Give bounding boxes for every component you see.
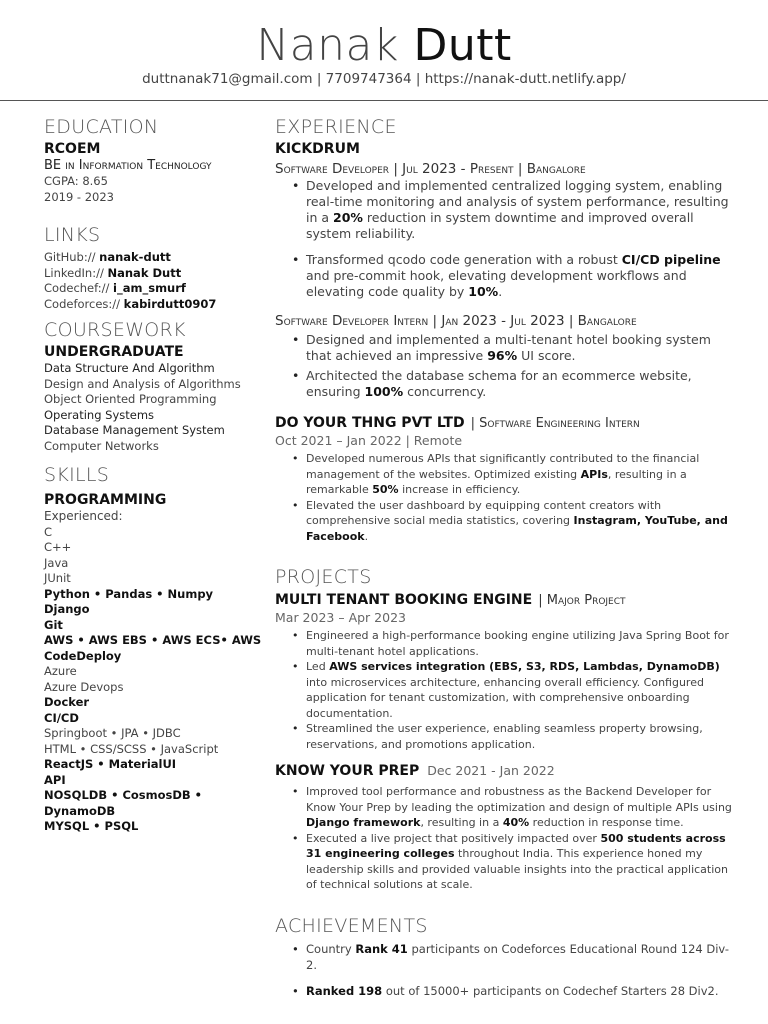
list-item: • Developed numerous APIs that significantly contributed to the financial management of the websites. Optimized existing APIs, resulting in a remarkable 50% increase in efficiency. bbox=[275, 451, 735, 498]
education-school: RCOEM bbox=[44, 141, 101, 157]
course-item: Data Structure And Algorithm bbox=[44, 361, 215, 375]
right-column bbox=[275, 114, 735, 999]
list-item: • Led AWS services integration (EBS, S3, RDS, Lambdas, DynamoDB) into microservices architecture, enhancing overall efficiency. Configured application for tenant customization, with comprehensive onboarding documentation. bbox=[275, 659, 735, 721]
last-name: Dutt bbox=[413, 20, 512, 71]
education-degree: BE in Information Technology bbox=[44, 158, 212, 173]
achievements-title: ACHIEVEMENTS bbox=[275, 914, 428, 937]
skill-item: API bbox=[44, 772, 66, 787]
contact-line: duttnanak71@gmail.com | 7709747364 | https://nanak-dutt.netlify.app/ bbox=[142, 71, 626, 87]
candidate-name bbox=[0, 18, 768, 74]
list-item: • Developed and implemented centralized logging system, enabling real-time monitoring and analysis of system performance, resulting in a 20% reduction in system downtime and improved overall system reliability. bbox=[275, 178, 735, 242]
course-item: Design and Analysis of Algorithms bbox=[44, 376, 241, 391]
list-item: • Executed a live project that positively impacted over 500 students across 31 engineering colleges throughout India. This experience honed my leadership skills and provided valuable insights into the practical application of technical solutions at scale. bbox=[275, 831, 735, 893]
skill-item: CodeDeploy bbox=[44, 648, 122, 663]
project-mtbe-name: MULTI TENANT BOOKING ENGINE bbox=[275, 592, 533, 608]
first-name: Nanak bbox=[256, 20, 399, 71]
course-item: Computer Networks bbox=[44, 438, 159, 453]
education-years: 2019 - 2023 bbox=[44, 189, 114, 204]
skill-item: C bbox=[44, 524, 53, 539]
project-mtbe-tag: | Major Project bbox=[538, 593, 626, 608]
list-item: • Improved tool performance and robustness as the Backend Developer for Know Your Prep by leading the optimization and design of multiple APIs using Django framework, resulting in a 40% reduction in response time. bbox=[275, 784, 735, 831]
skills-title: SKILLS bbox=[44, 464, 110, 486]
company-dyt-role: | Software Engineering Intern bbox=[470, 416, 640, 431]
role-software-developer: Software Developer | Jul 2023 - Present | Bangalore bbox=[275, 161, 586, 177]
kickdrum-intern-bullets bbox=[275, 332, 735, 400]
list-item: • Elevated the user dashboard by equipping content creators with comprehensive social media statistics, covering Instagram, YouTube, and Facebook. bbox=[275, 498, 735, 545]
dyt-bullets bbox=[275, 451, 735, 544]
experience-title: EXPERIENCE bbox=[275, 116, 397, 138]
links-title: LINKS bbox=[44, 224, 101, 246]
company-kickdrum: KICKDRUM bbox=[275, 141, 360, 157]
skills-list bbox=[44, 525, 264, 835]
link-codeforces[interactable]: Codeforces:// kabirdutt0907 bbox=[44, 296, 217, 311]
list-item: • Engineered a high-performance booking engine utilizing Java Spring Boot for multi-tenant hotel applications. bbox=[275, 628, 735, 659]
skills-experienced-label: Experienced: bbox=[44, 509, 123, 523]
education-title: EDUCATION bbox=[44, 116, 159, 138]
skill-item: NOSQLDB • CosmosDB • DynamoDB bbox=[44, 788, 203, 818]
skill-item: CI/CD bbox=[44, 710, 79, 725]
skill-item: JUnit bbox=[44, 571, 71, 585]
course-item: Object Oriented Programming bbox=[44, 392, 217, 406]
list-item: • Transformed qcodo code generation with a robust CI/CD pipeline and pre-commit hook, elevating development workflows and elevating code quality by 10%. bbox=[275, 252, 735, 300]
skill-item: ReactJS • MaterialUI bbox=[44, 757, 177, 771]
projects-title: PROJECTS bbox=[275, 566, 372, 588]
list-item: • Ranked 198 out of 15000+ participants on Codechef Starters 28 Div2. bbox=[275, 983, 735, 999]
link-codechef[interactable]: Codechef:// i_am_smurf bbox=[44, 281, 186, 295]
education-cgpa: CGPA: 8.65 bbox=[44, 174, 108, 188]
skill-item: AWS • AWS EBS • AWS ECS• AWS bbox=[44, 633, 262, 647]
project-mtbe-bullets bbox=[275, 628, 735, 752]
list-item: • Designed and implemented a multi-tenant hotel booking system that achieved an impressive 96% UI score. bbox=[275, 332, 735, 364]
list-item: • Streamlined the user experience, enabling seamless property browsing, reservations, and promotions application. bbox=[275, 721, 735, 752]
skill-item: Azure bbox=[44, 664, 77, 678]
project-kyp-row bbox=[275, 761, 735, 780]
skill-item: Springboot • JPA • JDBC bbox=[44, 726, 181, 740]
resume-header bbox=[0, 0, 768, 101]
course-item: Database Management System bbox=[44, 423, 225, 437]
coursework-subtitle: UNDERGRADUATE bbox=[44, 344, 184, 360]
role-software-developer-intern: Software Developer Intern | Jan 2023 - Jul 2023 | Bangalore bbox=[275, 313, 637, 329]
project-mtbe-dates: Mar 2023 – Apr 2023 bbox=[275, 610, 406, 625]
achievements-bullets bbox=[275, 941, 735, 999]
skill-item: HTML • CSS/SCSS • JavaScript bbox=[44, 741, 219, 756]
project-kyp-bullets bbox=[275, 784, 735, 893]
project-mtbe-row bbox=[275, 590, 735, 610]
skill-item: Git bbox=[44, 617, 63, 632]
link-linkedin[interactable]: LinkedIn:// Nanak Dutt bbox=[44, 265, 182, 280]
list-item: • Country Rank 41 participants on Codeforces Educational Round 124 Div-2. bbox=[275, 941, 735, 973]
skill-item: Docker bbox=[44, 695, 90, 709]
skill-item: Azure Devops bbox=[44, 679, 124, 694]
company-dyt: DO YOUR THNG PVT LTD bbox=[275, 415, 465, 431]
skill-item: Python • Pandas • Numpy bbox=[44, 586, 214, 601]
course-item: Operating Systems bbox=[44, 407, 155, 422]
project-kyp-name: KNOW YOUR PREP bbox=[275, 763, 420, 779]
link-github[interactable]: GitHub:// nanak-dutt bbox=[44, 250, 171, 264]
company-dyt-row bbox=[275, 413, 735, 433]
coursework-title: COURSEWORK bbox=[44, 319, 186, 341]
skill-item: Django bbox=[44, 602, 90, 616]
project-kyp-dates: Dec 2021 - Jan 2022 bbox=[427, 763, 555, 778]
left-column bbox=[44, 114, 264, 835]
dyt-dates: Oct 2021 – Jan 2022 | Remote bbox=[275, 433, 463, 448]
skill-item: C++ bbox=[44, 540, 72, 554]
links-list bbox=[44, 250, 264, 312]
skill-item: Java bbox=[44, 555, 69, 570]
kickdrum-dev-bullets bbox=[275, 178, 735, 300]
skills-subtitle: PROGRAMMING bbox=[44, 492, 167, 508]
coursework-list bbox=[44, 361, 264, 454]
list-item: • Architected the database schema for an ecommerce website, ensuring 100% concurrency. bbox=[275, 368, 735, 400]
skill-item: MYSQL • PSQL bbox=[44, 819, 139, 833]
